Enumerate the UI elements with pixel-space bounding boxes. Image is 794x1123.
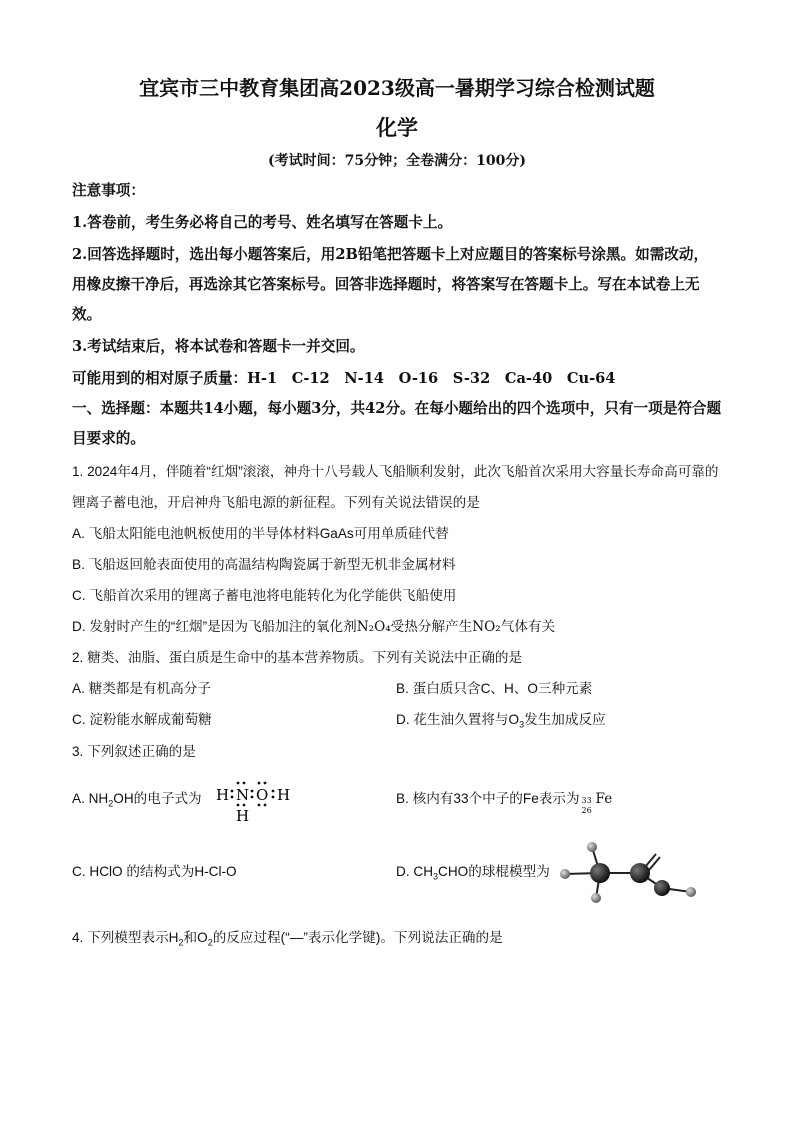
- q1-option-a: A. 飞船太阳能电池帆板使用的半导体材料GaAs可用单质硅代替: [72, 526, 449, 541]
- notes-heading: 注意事项：: [72, 182, 145, 199]
- hydroxylamine-lewis-structure: [214, 780, 304, 824]
- q2-option-a: A. 糖类都是有机高分子: [72, 681, 211, 696]
- note-item-2: 2.回答选择题时，选出每小题答案后，用2B铅笔把答题卡上对应题目的答案标号涂黑。如需改动，用橡皮擦干净后，再选涂其它答案标号。回答非选择题时，将答案写在答题卡上。写在本试卷上无效。: [72, 246, 709, 323]
- q3-stem: 3. 下列叙述正确的是: [72, 744, 196, 759]
- q3-option-c: C. HClO 的结构式为H-Cl-O: [72, 864, 237, 879]
- note-item-3: 3.考试结束后，将本试卷和答题卡一并交回。: [72, 338, 365, 355]
- q2-option-b: B. 蛋白质只含C、H、O三种元素: [396, 681, 593, 696]
- nuclide-notation: 33 26: [581, 796, 592, 815]
- h-atom: [686, 887, 696, 897]
- lewis-n: N: [236, 786, 250, 804]
- subject-title: 化学: [376, 115, 418, 140]
- q2-stem: 2. 糖类、油脂、蛋白质是生命中的基本营养物质。下列有关说法中正确的是: [72, 650, 523, 665]
- exam-title: 宜宾市三中教育集团高2023级高一暑期学习综合检测试题: [139, 76, 655, 100]
- q3-option-a: A. $NH_2OH$的电子式为: [72, 791, 202, 809]
- note-item-1: 1.答卷前，考生务必将自己的考号、姓名填写在答题卡上。: [72, 214, 453, 231]
- q1-option-d: D. 发射时产生的“红烟”是因为飞船加注的氧化剂N₂O₄受热分解产生NO₂气体有关: [72, 619, 556, 635]
- formula-no2: NO₂: [472, 619, 501, 635]
- lewis-h-bottom: H: [236, 807, 250, 824]
- lewis-h-right: H: [277, 786, 291, 804]
- acetaldehyde-ball-stick-model: [552, 834, 702, 908]
- h-atom: [591, 893, 601, 903]
- q2-option-c: C. 淀粉能水解成葡萄糖: [72, 712, 212, 727]
- o-atom: [654, 880, 670, 896]
- atomic-mass-line: 可能用到的相对原子质量：H-1 C-12 N-14 O-16 S-32 Ca-40 Cu-64: [72, 370, 616, 387]
- section-title: 一、选择题：本题共14小题，每小题3分，共42分。在每小题给出的四个选项中，只有一项是符合题目要求的。: [72, 400, 722, 447]
- q1-option-b: B. 飞船返回舱表面使用的高温结构陶瓷属于新型无机非金属材料: [72, 557, 456, 572]
- q3-option-b: B. 核内有33个中子的Fe表示为 33 26 Fe: [396, 791, 613, 815]
- q1-option-c: C. 飞船首次采用的锂离子蓄电池将电能转化为化学能供飞船使用: [72, 588, 457, 603]
- lewis-h-left: H: [216, 786, 230, 804]
- q1-stem: 1. 2024年4月，伴随着“红烟”滚滚，神舟十八号载人飞船顺利发射，此次飞船首次采用大容量长寿命高可靠的锂离子蓄电池，开启神舟飞船电源的新征程。下列有关说法错误的是: [72, 464, 719, 510]
- q3-option-d: D. $CH_3CHO$的球棍模型为: [396, 864, 550, 882]
- lewis-o: O: [256, 786, 269, 804]
- c-atom: [630, 863, 650, 883]
- formula-n2o4: N₂O₄: [356, 619, 391, 635]
- exam-info: (考试时间：75分钟；全卷满分：100分): [268, 153, 526, 169]
- q2-option-d: D. 花生油久置将与$O_3$发生加成反应: [396, 712, 606, 730]
- h-atom: [560, 869, 570, 879]
- h-atom: [587, 842, 597, 852]
- c-atom: [590, 863, 610, 883]
- q4-stem: 4. 下列模型表示$H_2$和$O_2$的反应过程(“—”表示化学键)。下列说法正确的是: [72, 930, 503, 948]
